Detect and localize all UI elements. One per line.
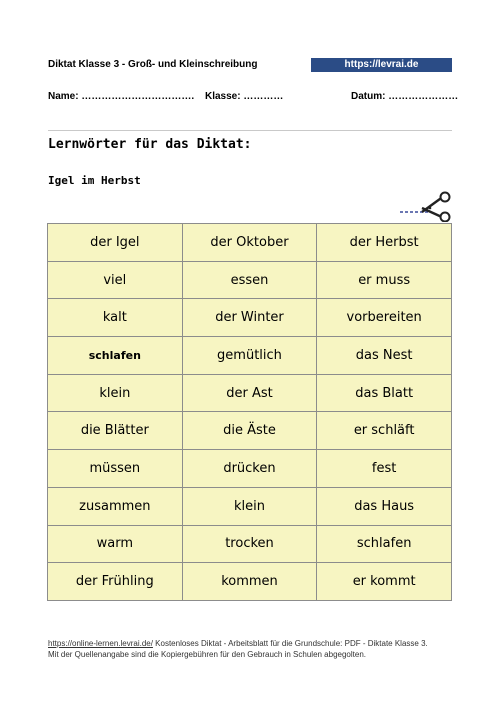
class-field: Klasse: …………: [205, 91, 284, 102]
word-cell: der Herbst: [317, 224, 452, 262]
word-cell: zusammen: [48, 487, 183, 525]
word-cell: kommen: [182, 563, 317, 601]
word-row: [48, 525, 452, 563]
word-cell: viel: [48, 261, 183, 299]
word-cell: der Winter: [182, 299, 317, 337]
word-cell: der Frühling: [48, 563, 183, 601]
site-badge: https://levrai.de: [311, 58, 452, 72]
scissors-icon: [400, 190, 452, 222]
section-title: Lernwörter für das Diktat:: [48, 137, 252, 152]
footer: [48, 638, 428, 660]
word-row: [48, 224, 452, 262]
word-row: [48, 299, 452, 337]
word-cell: das Nest: [317, 337, 452, 375]
dictation-title: Igel im Herbst: [48, 174, 141, 187]
word-cell: das Blatt: [317, 374, 452, 412]
word-cell: vorbereiten: [317, 299, 452, 337]
word-row: [48, 450, 452, 488]
word-row: [48, 261, 452, 299]
word-row: [48, 487, 452, 525]
word-cell: müssen: [48, 450, 183, 488]
word-cell: das Haus: [317, 487, 452, 525]
word-cell: der Oktober: [182, 224, 317, 262]
word-cell: der Igel: [48, 224, 183, 262]
divider: [48, 130, 452, 131]
word-cell: er muss: [317, 261, 452, 299]
word-cell: gemütlich: [182, 337, 317, 375]
word-cell: schlafen: [317, 525, 452, 563]
word-cell: warm: [48, 525, 183, 563]
worksheet-title: Diktat Klasse 3 - Groß- und Kleinschreibung: [48, 59, 258, 70]
footer-line-1: Kostenloses Diktat - Arbeitsblatt für die Grundschule: PDF - Diktate Klasse 3.: [152, 639, 428, 648]
word-cell: der Ast: [182, 374, 317, 412]
word-cell: fest: [317, 450, 452, 488]
word-cell: die Blätter: [48, 412, 183, 450]
word-cell: kalt: [48, 299, 183, 337]
word-cell: klein: [48, 374, 183, 412]
date-field: Datum: …………………: [351, 91, 459, 102]
word-cell: klein: [182, 487, 317, 525]
word-cell: er kommt: [317, 563, 452, 601]
word-cell: essen: [182, 261, 317, 299]
word-row: [48, 374, 452, 412]
word-row: [48, 337, 452, 375]
word-cell: er schläft: [317, 412, 452, 450]
word-row: [48, 563, 452, 601]
word-row: [48, 412, 452, 450]
word-table: [47, 223, 452, 601]
word-cell: drücken: [182, 450, 317, 488]
word-cell: die Äste: [182, 412, 317, 450]
word-cell: trocken: [182, 525, 317, 563]
footer-line-2: Mit der Quellenangabe sind die Kopiergebühren für den Gebrauch in Schulen abgegolten.: [48, 650, 366, 659]
word-cell: schlafen: [48, 337, 183, 375]
name-field: Name: …………………………….: [48, 91, 195, 102]
source-link[interactable]: https://online-lernen.levrai.de/: [48, 639, 153, 648]
